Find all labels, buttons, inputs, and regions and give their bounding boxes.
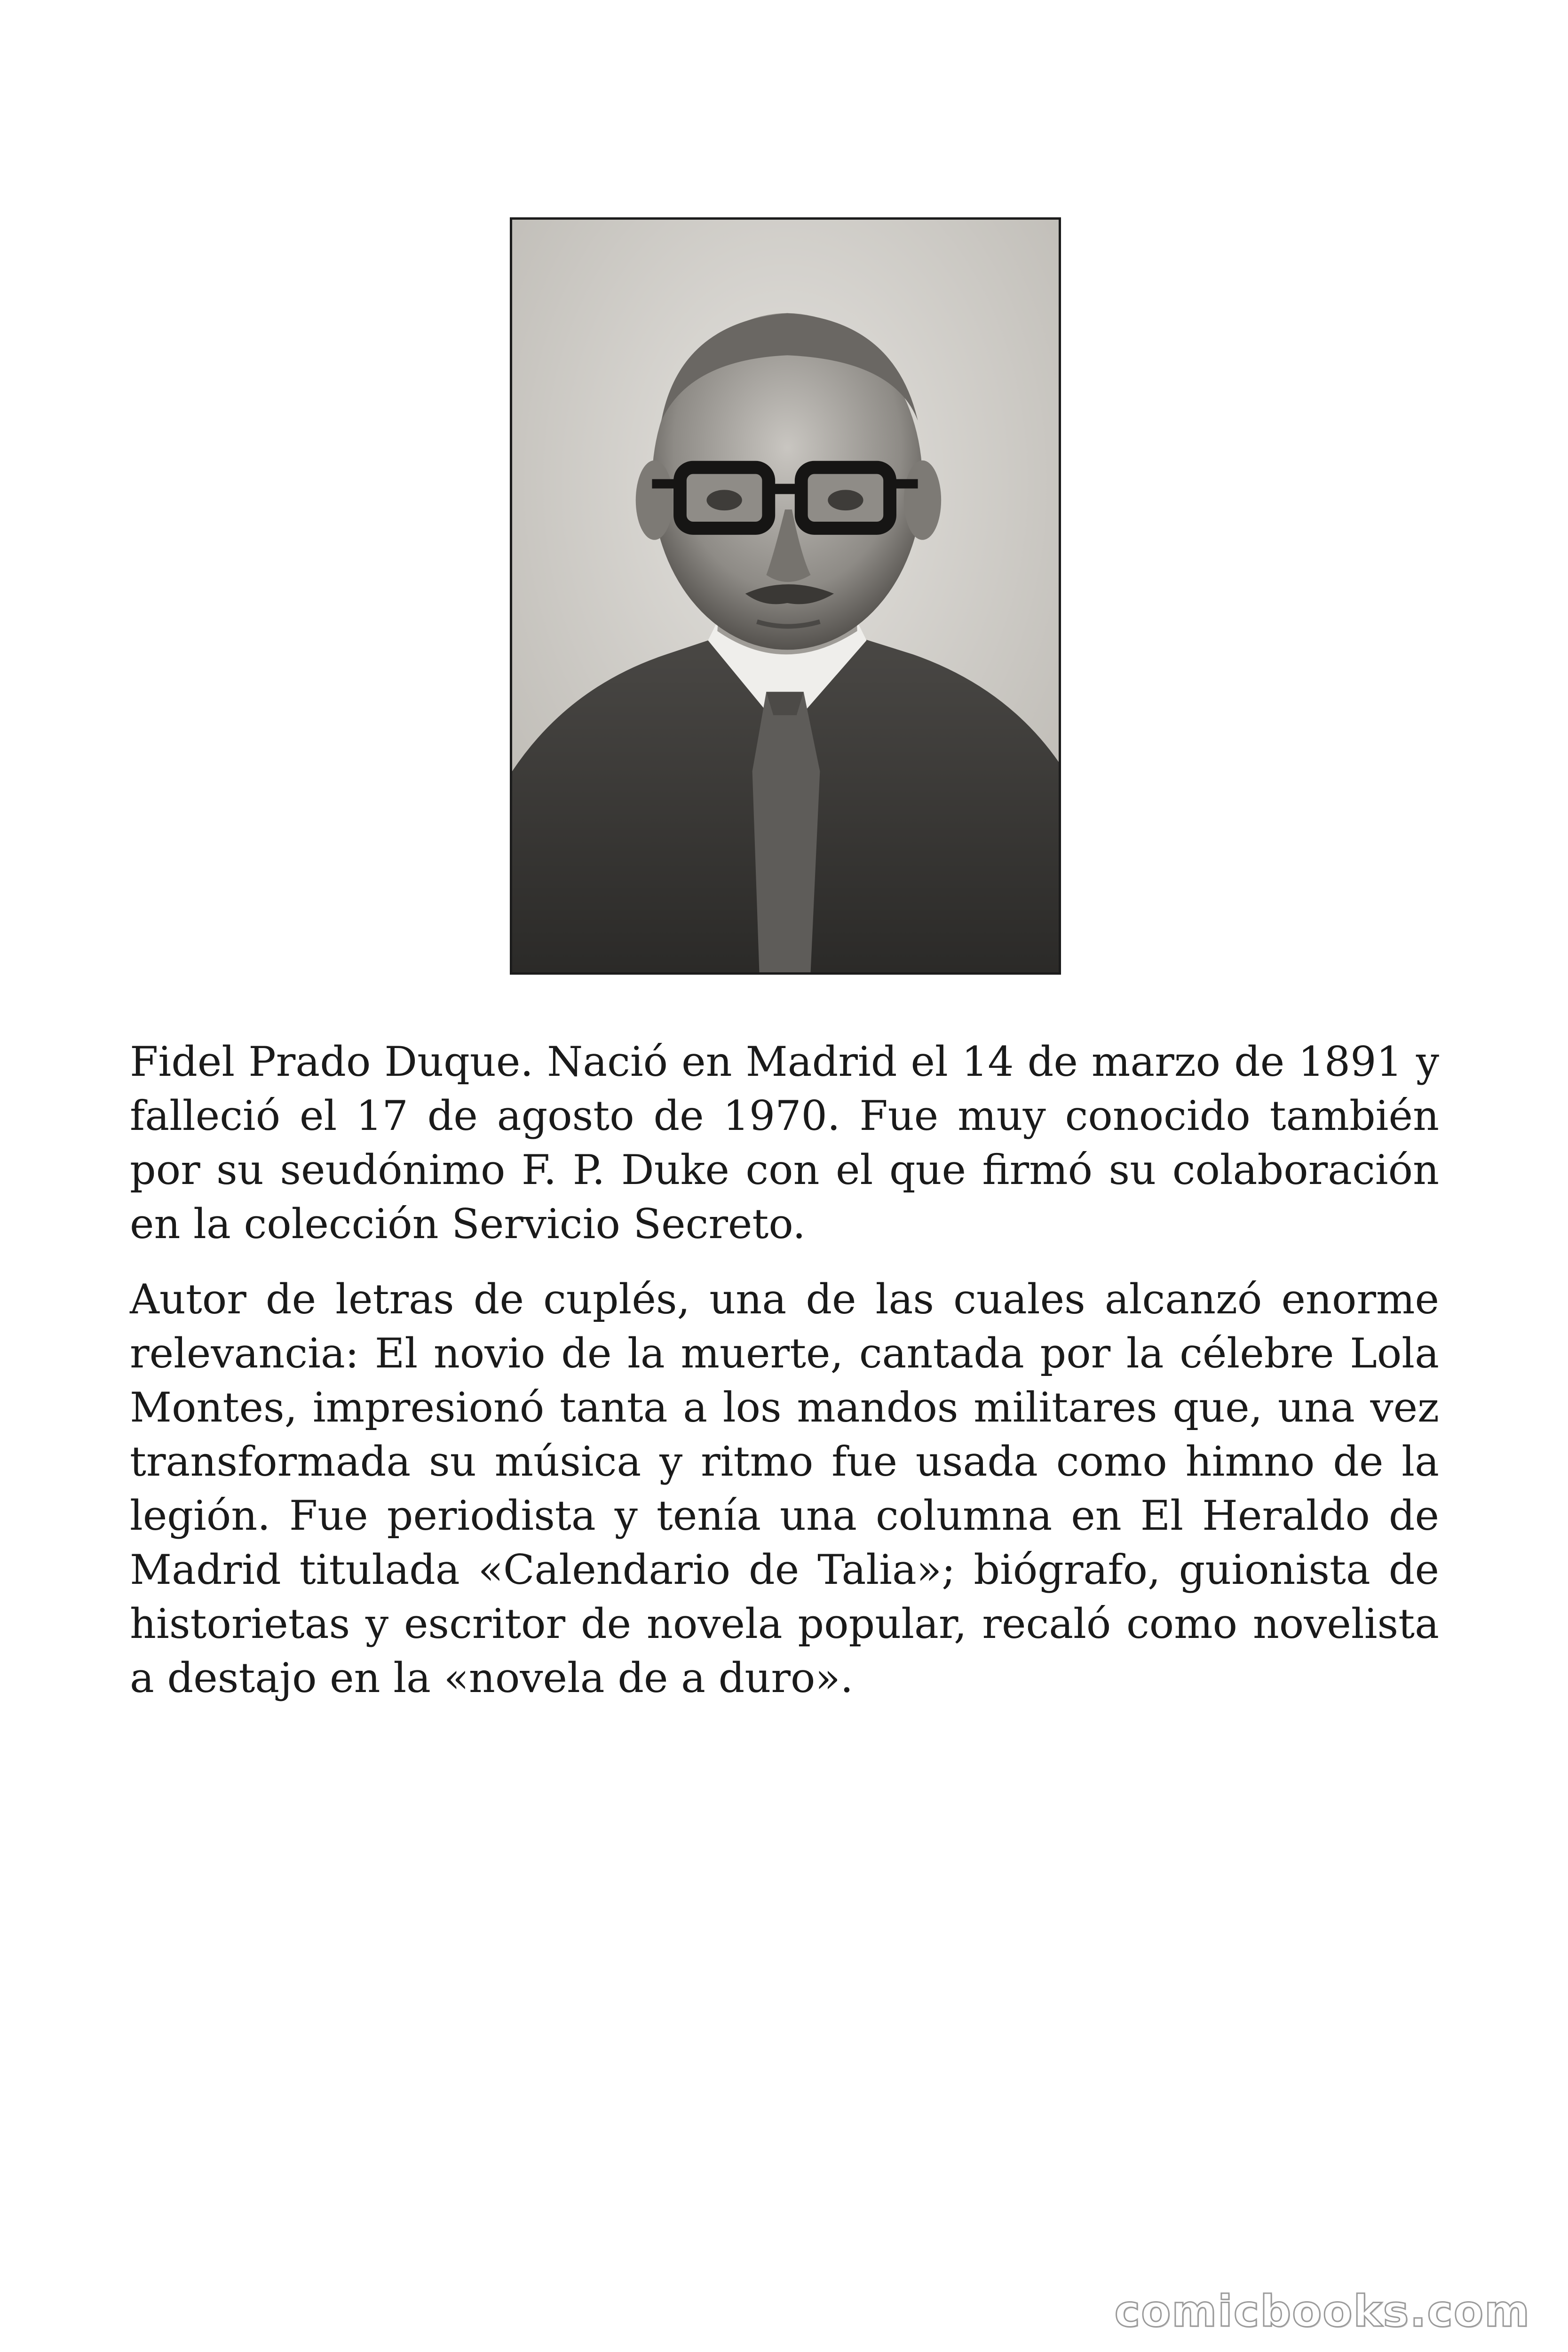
watermark-logo: comicbooks.com (1114, 2286, 1530, 2336)
author-portrait (510, 217, 1061, 975)
biography-paragraph-1: Fidel Prado Duque. Nació en Madrid el 14 de marzo de 1891 y falleció el 17 de agosto de 1970. Fue muy conocido también por su seudónimo F. P. Duke con el que firmó su colaboración en la colección Servicio Secreto. (130, 1038, 1439, 1248)
portrait-photo (512, 220, 1059, 972)
biography-paragraph-2: Autor de letras de cuplés, una de las cuales alcanzó enorme relevancia: El novio de la muerte, cantada por la célebre Lola Montes, impresionó tanta a los mandos militares que, una vez transformada su música y ritmo fue usada como himno de la legión. Fue periodista y tenía una columna en El Heraldo de Madrid titulada «Calendario de Talia»; biógrafo, guionista de historietas y escritor de novela popular, recaló como novelista a destajo en la «novela de a duro». (130, 1275, 1439, 1702)
biography-text (130, 1035, 1439, 1726)
